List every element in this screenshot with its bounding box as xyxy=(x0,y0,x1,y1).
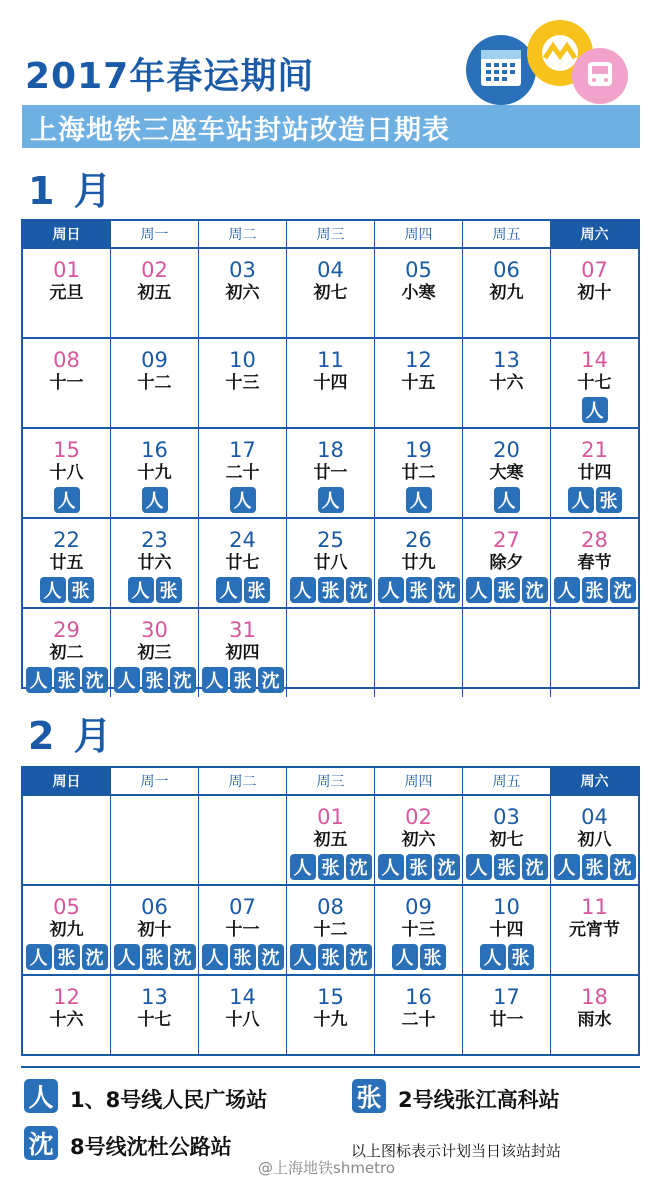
calendar-february xyxy=(21,766,640,1056)
closure-badge: 张 xyxy=(230,944,256,970)
closure-badges xyxy=(551,854,638,880)
day-number: 10 xyxy=(229,348,256,372)
day-cell xyxy=(551,519,638,607)
closure-badges xyxy=(287,487,374,513)
day-number: 28 xyxy=(581,528,608,552)
calendar-icon xyxy=(466,35,536,105)
day-cell xyxy=(23,429,111,517)
closure-badge: 人 xyxy=(128,577,154,603)
closure-badges xyxy=(111,667,198,693)
closure-badges xyxy=(23,944,110,970)
legend-text: 1、8号线人民广场站 xyxy=(70,1088,268,1112)
lunar-date: 十四 xyxy=(489,920,524,940)
day-cell xyxy=(463,976,551,1054)
day-cell xyxy=(551,249,638,337)
closure-badge: 沈 xyxy=(170,944,196,970)
closure-badge: 人 xyxy=(466,854,492,880)
legend-badge: 沈 xyxy=(24,1126,58,1160)
day-number: 31 xyxy=(229,618,256,642)
legend-text: 2号线张江高科站 xyxy=(398,1088,560,1112)
lunar-date: 初六 xyxy=(401,830,436,850)
legend-note: 以上图标表示计划当日该站封站 xyxy=(351,1142,562,1160)
closure-badges xyxy=(375,487,462,513)
train-icon xyxy=(572,48,628,104)
day-number: 23 xyxy=(141,528,168,552)
lunar-date: 初三 xyxy=(137,643,172,663)
closure-badge: 张 xyxy=(54,667,80,693)
legend-badge: 张 xyxy=(352,1079,386,1113)
closure-badge: 人 xyxy=(406,487,432,513)
lunar-date: 小寒 xyxy=(401,283,436,303)
day-number: 09 xyxy=(405,895,432,919)
closure-badges xyxy=(23,487,110,513)
closure-badge: 人 xyxy=(202,667,228,693)
week-row xyxy=(23,519,638,609)
lunar-date: 雨水 xyxy=(577,1010,612,1030)
day-cell xyxy=(287,886,375,974)
closure-badge: 张 xyxy=(318,854,344,880)
weekday-label: 周日 xyxy=(23,221,111,247)
day-number: 03 xyxy=(493,805,520,829)
day-cell xyxy=(375,519,463,607)
day-cell xyxy=(551,339,638,427)
closure-badge: 张 xyxy=(244,577,270,603)
closure-badge: 人 xyxy=(378,577,404,603)
closure-badge: 沈 xyxy=(434,854,460,880)
closure-badge: 沈 xyxy=(346,854,372,880)
closure-badge: 人 xyxy=(114,667,140,693)
day-cell xyxy=(287,249,375,337)
lunar-date: 廿五 xyxy=(49,553,84,573)
subtitle: 上海地铁三座车站封站改造日期表 xyxy=(30,115,450,146)
day-cell xyxy=(287,609,375,697)
closure-badge: 人 xyxy=(114,944,140,970)
closure-badge: 人 xyxy=(230,487,256,513)
closure-badges xyxy=(111,577,198,603)
closure-badges xyxy=(463,577,550,603)
day-cell xyxy=(199,796,287,884)
day-number: 14 xyxy=(229,985,256,1009)
day-cell xyxy=(551,886,638,974)
closure-badge: 沈 xyxy=(610,854,636,880)
closure-badges xyxy=(199,944,286,970)
day-number: 07 xyxy=(229,895,256,919)
lunar-date: 十四 xyxy=(313,373,348,393)
closure-badge: 沈 xyxy=(258,667,284,693)
weekday-label: 周日 xyxy=(23,768,111,794)
closure-badge: 沈 xyxy=(522,577,548,603)
day-cell xyxy=(551,429,638,517)
day-cell xyxy=(463,429,551,517)
day-number: 21 xyxy=(581,438,608,462)
week-row xyxy=(23,886,638,976)
lunar-date: 大寒 xyxy=(489,463,524,483)
closure-badge: 张 xyxy=(142,944,168,970)
lunar-date: 二十 xyxy=(225,463,260,483)
day-number: 05 xyxy=(405,258,432,282)
day-cell xyxy=(111,609,199,697)
day-number: 20 xyxy=(493,438,520,462)
day-number: 02 xyxy=(141,258,168,282)
weekday-label: 周六 xyxy=(551,221,638,247)
page-title: 2017年春运期间 xyxy=(25,56,315,97)
lunar-date: 十三 xyxy=(225,373,260,393)
lunar-date: 十九 xyxy=(313,1010,348,1030)
closure-badge: 沈 xyxy=(82,667,108,693)
closure-badge: 张 xyxy=(582,577,608,603)
day-number: 17 xyxy=(229,438,256,462)
closure-badges xyxy=(375,944,462,970)
closure-badge: 人 xyxy=(494,487,520,513)
day-number: 02 xyxy=(405,805,432,829)
lunar-date: 十九 xyxy=(137,463,172,483)
lunar-date: 十三 xyxy=(401,920,436,940)
day-number: 29 xyxy=(53,618,80,642)
lunar-date: 十一 xyxy=(225,920,260,940)
day-number: 03 xyxy=(229,258,256,282)
closure-badge: 人 xyxy=(26,667,52,693)
closure-badges xyxy=(23,667,110,693)
day-cell xyxy=(199,886,287,974)
weekday-header xyxy=(23,221,638,249)
closure-badges xyxy=(111,944,198,970)
closure-badge: 人 xyxy=(290,944,316,970)
day-cell xyxy=(463,609,551,697)
closure-badge: 人 xyxy=(582,397,608,423)
day-cell xyxy=(287,429,375,517)
weekday-label: 周一 xyxy=(111,768,199,794)
day-cell xyxy=(199,609,287,697)
day-number: 11 xyxy=(317,348,344,372)
day-cell xyxy=(375,429,463,517)
divider xyxy=(21,1066,640,1068)
closure-badge: 沈 xyxy=(346,577,372,603)
closure-badge: 人 xyxy=(202,944,228,970)
closure-badge: 沈 xyxy=(170,667,196,693)
day-number: 09 xyxy=(141,348,168,372)
lunar-date: 元宵节 xyxy=(569,920,620,940)
day-cell xyxy=(463,796,551,884)
closure-badge: 人 xyxy=(480,944,506,970)
closure-badge: 沈 xyxy=(258,944,284,970)
day-cell xyxy=(551,976,638,1054)
closure-badge: 张 xyxy=(156,577,182,603)
closure-badge: 人 xyxy=(318,487,344,513)
weekday-label: 周六 xyxy=(551,768,638,794)
day-cell xyxy=(375,976,463,1054)
lunar-date: 初十 xyxy=(577,283,612,303)
day-number: 26 xyxy=(405,528,432,552)
day-number: 24 xyxy=(229,528,256,552)
day-cell xyxy=(111,886,199,974)
closure-badge: 人 xyxy=(378,854,404,880)
closure-badge: 张 xyxy=(420,944,446,970)
day-number: 06 xyxy=(141,895,168,919)
closure-badge: 人 xyxy=(290,854,316,880)
lunar-date: 初九 xyxy=(49,920,84,940)
lunar-date: 初七 xyxy=(313,283,348,303)
closure-badge: 沈 xyxy=(82,944,108,970)
closure-badge: 人 xyxy=(466,577,492,603)
lunar-date: 十五 xyxy=(401,373,436,393)
day-cell xyxy=(287,339,375,427)
day-cell xyxy=(111,796,199,884)
day-number: 01 xyxy=(53,258,80,282)
closure-badge: 人 xyxy=(216,577,242,603)
closure-badges xyxy=(551,487,638,513)
closure-badges xyxy=(111,487,198,513)
week-row xyxy=(23,249,638,339)
lunar-date: 十一 xyxy=(49,373,84,393)
lunar-date: 廿八 xyxy=(313,553,348,573)
closure-badge: 人 xyxy=(142,487,168,513)
closure-badge: 人 xyxy=(290,577,316,603)
lunar-date: 初四 xyxy=(225,643,260,663)
day-cell xyxy=(287,976,375,1054)
day-cell xyxy=(111,976,199,1054)
day-number: 04 xyxy=(581,805,608,829)
closure-badge: 人 xyxy=(554,577,580,603)
lunar-date: 初十 xyxy=(137,920,172,940)
weekday-label: 周二 xyxy=(199,221,287,247)
day-cell xyxy=(375,339,463,427)
lunar-date: 元旦 xyxy=(49,283,84,303)
closure-badges xyxy=(551,577,638,603)
closure-badges xyxy=(287,944,374,970)
weekday-label: 周五 xyxy=(463,221,551,247)
lunar-date: 廿一 xyxy=(489,1010,524,1030)
calendar-january xyxy=(21,219,640,692)
day-number: 13 xyxy=(493,348,520,372)
closure-badge: 张 xyxy=(406,577,432,603)
closure-badges xyxy=(463,487,550,513)
day-number: 16 xyxy=(141,438,168,462)
lunar-date: 廿四 xyxy=(577,463,612,483)
day-cell xyxy=(463,886,551,974)
day-number: 22 xyxy=(53,528,80,552)
lunar-date: 除夕 xyxy=(489,553,524,573)
legend-badge: 人 xyxy=(24,1079,58,1113)
closure-badges xyxy=(551,397,638,423)
day-cell xyxy=(23,796,111,884)
day-number: 19 xyxy=(405,438,432,462)
day-cell xyxy=(199,249,287,337)
day-number: 04 xyxy=(317,258,344,282)
day-cell xyxy=(375,249,463,337)
week-row xyxy=(23,339,638,429)
day-cell xyxy=(199,519,287,607)
day-cell xyxy=(111,519,199,607)
closure-badge: 张 xyxy=(582,854,608,880)
day-cell xyxy=(111,339,199,427)
day-number: 13 xyxy=(141,985,168,1009)
day-number: 08 xyxy=(53,348,80,372)
closure-badges xyxy=(463,944,550,970)
day-cell xyxy=(463,249,551,337)
day-cell xyxy=(23,609,111,697)
closure-badge: 沈 xyxy=(346,944,372,970)
week-row xyxy=(23,609,638,697)
day-cell xyxy=(375,796,463,884)
weekday-label: 周四 xyxy=(375,221,463,247)
closure-badge: 张 xyxy=(508,944,534,970)
lunar-date: 初七 xyxy=(489,830,524,850)
day-cell xyxy=(199,976,287,1054)
day-cell xyxy=(23,886,111,974)
day-number: 15 xyxy=(53,438,80,462)
weekday-label: 周三 xyxy=(287,768,375,794)
day-cell xyxy=(23,339,111,427)
month-label-jan: 1 月 xyxy=(28,169,115,213)
day-cell xyxy=(199,339,287,427)
day-cell xyxy=(23,249,111,337)
closure-badges xyxy=(199,577,286,603)
day-cell xyxy=(287,519,375,607)
closure-badge: 张 xyxy=(318,577,344,603)
day-cell xyxy=(199,429,287,517)
day-cell xyxy=(551,796,638,884)
lunar-date: 初五 xyxy=(313,830,348,850)
lunar-date: 初二 xyxy=(49,643,84,663)
lunar-date: 十六 xyxy=(49,1010,84,1030)
day-cell xyxy=(463,339,551,427)
day-number: 18 xyxy=(581,985,608,1009)
day-cell xyxy=(111,429,199,517)
legend-text: 8号线沈杜公路站 xyxy=(70,1135,232,1159)
day-number: 05 xyxy=(53,895,80,919)
lunar-date: 春节 xyxy=(577,553,612,573)
day-cell xyxy=(551,609,638,697)
closure-badges xyxy=(199,487,286,513)
day-cell xyxy=(375,609,463,697)
day-number: 16 xyxy=(405,985,432,1009)
day-number: 07 xyxy=(581,258,608,282)
day-number: 12 xyxy=(53,985,80,1009)
lunar-date: 十八 xyxy=(225,1010,260,1030)
closure-badges xyxy=(287,577,374,603)
day-number: 30 xyxy=(141,618,168,642)
weekday-label: 周二 xyxy=(199,768,287,794)
lunar-date: 廿一 xyxy=(313,463,348,483)
closure-badge: 沈 xyxy=(610,577,636,603)
day-cell xyxy=(287,796,375,884)
day-number: 14 xyxy=(581,348,608,372)
watermark: @上海地铁shmetro xyxy=(258,1159,396,1177)
closure-badge: 人 xyxy=(26,944,52,970)
day-number: 25 xyxy=(317,528,344,552)
header-icons xyxy=(465,18,630,108)
day-cell xyxy=(463,519,551,607)
lunar-date: 初六 xyxy=(225,283,260,303)
day-cell xyxy=(111,249,199,337)
lunar-date: 廿二 xyxy=(401,463,436,483)
lunar-date: 十六 xyxy=(489,373,524,393)
day-number: 15 xyxy=(317,985,344,1009)
lunar-date: 十二 xyxy=(137,373,172,393)
closure-badge: 人 xyxy=(392,944,418,970)
lunar-date: 初八 xyxy=(577,830,612,850)
lunar-date: 廿九 xyxy=(401,553,436,573)
lunar-date: 十八 xyxy=(49,463,84,483)
closure-badge: 人 xyxy=(40,577,66,603)
closure-badge: 张 xyxy=(494,854,520,880)
day-number: 11 xyxy=(581,895,608,919)
closure-badge: 张 xyxy=(230,667,256,693)
day-number: 18 xyxy=(317,438,344,462)
day-number: 27 xyxy=(493,528,520,552)
day-cell xyxy=(23,976,111,1054)
closure-badges xyxy=(463,854,550,880)
day-number: 17 xyxy=(493,985,520,1009)
closure-badge: 沈 xyxy=(434,577,460,603)
day-cell xyxy=(23,519,111,607)
closure-badges xyxy=(375,577,462,603)
day-number: 08 xyxy=(317,895,344,919)
lunar-date: 二十 xyxy=(401,1010,436,1030)
week-row xyxy=(23,976,638,1054)
closure-badges xyxy=(375,854,462,880)
weekday-label: 周五 xyxy=(463,768,551,794)
lunar-date: 十七 xyxy=(137,1010,172,1030)
weekday-label: 周四 xyxy=(375,768,463,794)
weekday-label: 周三 xyxy=(287,221,375,247)
closure-badge: 人 xyxy=(554,854,580,880)
closure-badge: 人 xyxy=(54,487,80,513)
lunar-date: 十七 xyxy=(577,373,612,393)
month-label-feb: 2 月 xyxy=(28,714,115,758)
closure-badge: 人 xyxy=(568,487,594,513)
closure-badge: 张 xyxy=(68,577,94,603)
lunar-date: 初九 xyxy=(489,283,524,303)
day-number: 12 xyxy=(405,348,432,372)
lunar-date: 初五 xyxy=(137,283,172,303)
lunar-date: 廿六 xyxy=(137,553,172,573)
closure-badges xyxy=(199,667,286,693)
lunar-date: 廿七 xyxy=(225,553,260,573)
weekday-header xyxy=(23,768,638,796)
closure-badges xyxy=(23,577,110,603)
closure-badge: 张 xyxy=(494,577,520,603)
weekday-label: 周一 xyxy=(111,221,199,247)
week-row xyxy=(23,796,638,886)
closure-badges xyxy=(287,854,374,880)
day-number: 01 xyxy=(317,805,344,829)
day-cell xyxy=(375,886,463,974)
lunar-date: 十二 xyxy=(313,920,348,940)
day-number: 10 xyxy=(493,895,520,919)
day-number: 06 xyxy=(493,258,520,282)
closure-badge: 张 xyxy=(54,944,80,970)
closure-badge: 张 xyxy=(318,944,344,970)
closure-badge: 沈 xyxy=(522,854,548,880)
closure-badge: 张 xyxy=(142,667,168,693)
closure-badge: 张 xyxy=(406,854,432,880)
closure-badge: 张 xyxy=(596,487,622,513)
week-row xyxy=(23,429,638,519)
